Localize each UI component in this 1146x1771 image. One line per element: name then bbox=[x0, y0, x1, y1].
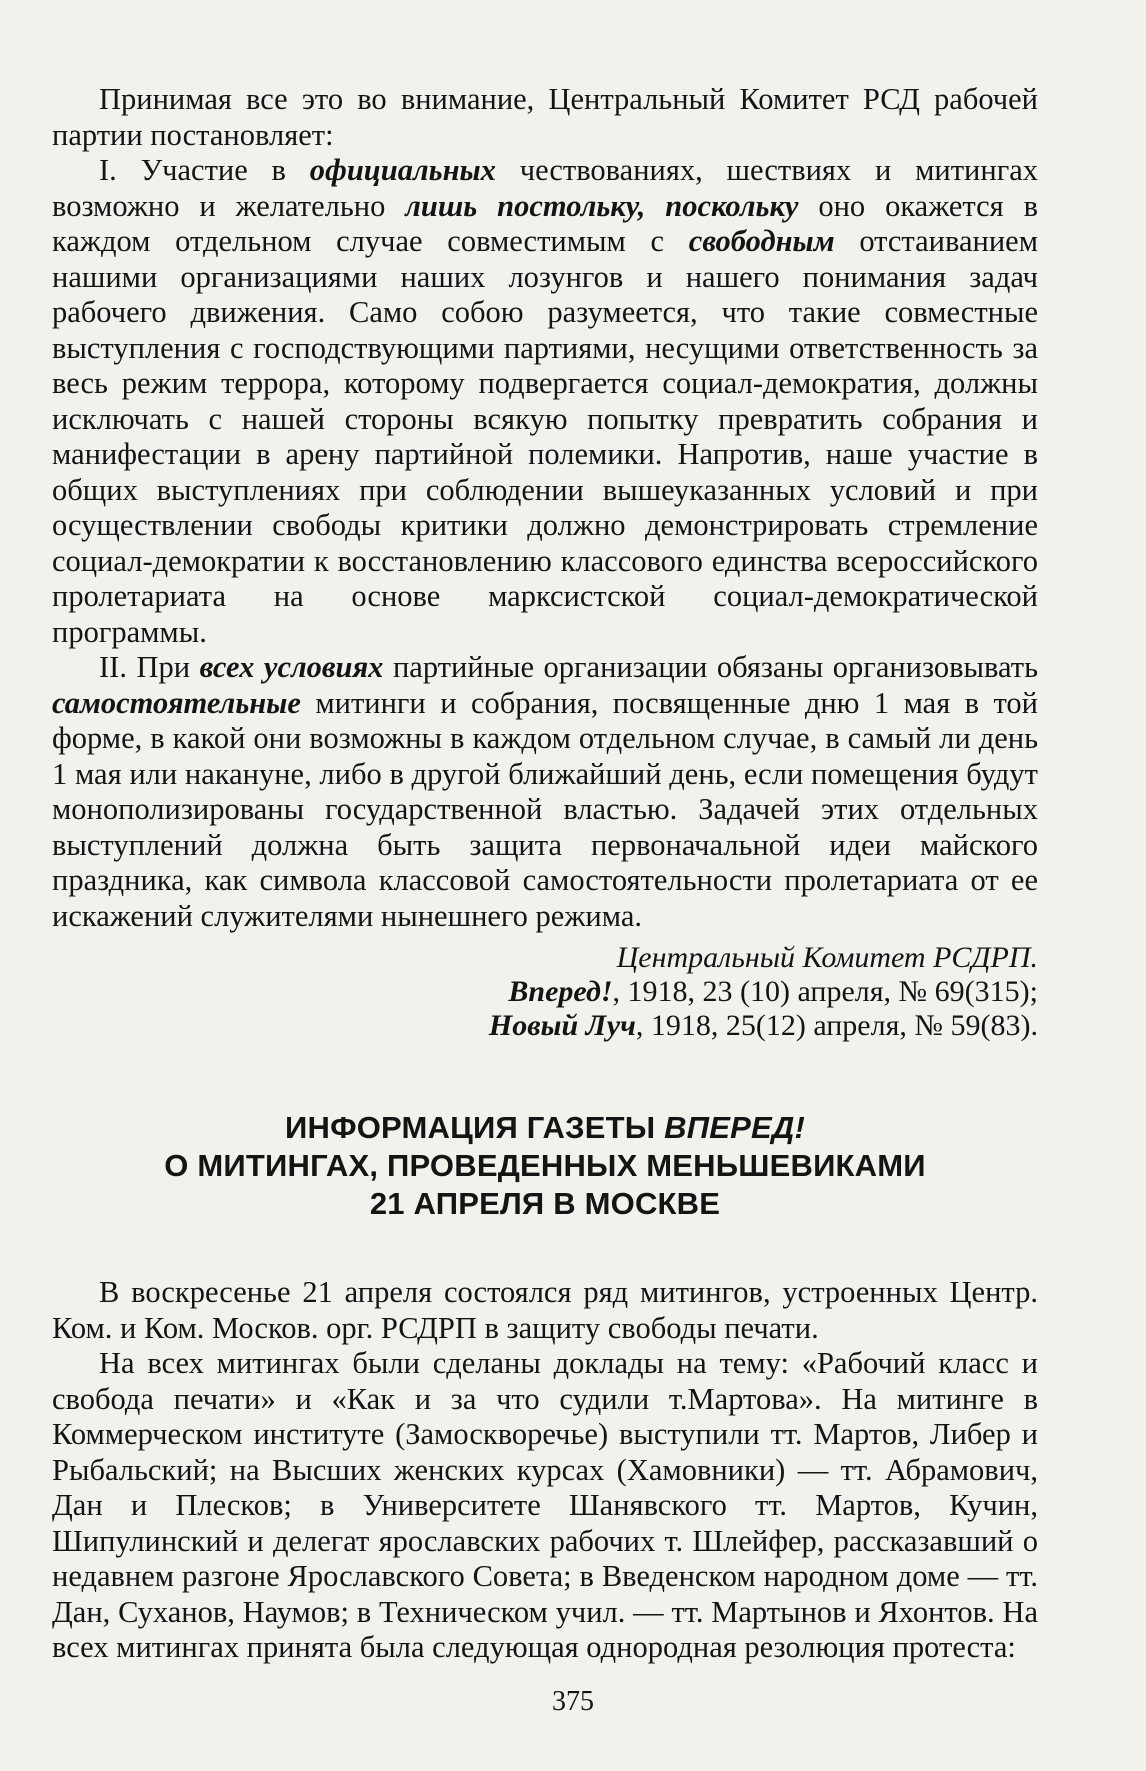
text-run: партийные организации обязаны организовывать bbox=[383, 650, 1038, 684]
text-run: оно окажется в каждом отдельном случае совместимым с bbox=[52, 188, 1038, 258]
paragraph-report-2 bbox=[52, 1346, 1038, 1666]
heading-newspaper-name: ВПЕРЕД! bbox=[664, 1110, 805, 1145]
text-run: Принимая все это во внимание, Центральный Комитет РСД рабочей партии постановляет: bbox=[52, 82, 1038, 152]
heading-line: 21 АПРЕЛЯ В МОСКВЕ bbox=[369, 1186, 721, 1221]
heading-line: О МИТИНГАХ, ПРОВЕДЕННЫХ МЕНЬШЕВИКАМИ bbox=[164, 1148, 926, 1183]
text-run: II. При bbox=[99, 650, 200, 684]
source-citations bbox=[52, 975, 1038, 1043]
emphasis-text: самостоятельные bbox=[52, 685, 301, 720]
newspaper-name: Вперед! bbox=[508, 975, 613, 1008]
citation-details: , 1918, 25(12) апреля, № 59(83). bbox=[635, 1009, 1038, 1042]
section-heading bbox=[52, 1109, 1038, 1223]
text-run: В воскресенье 21 апреля состоялся ряд митингов, устроенных Центр. Ком. и Ком. Москов. орг. РСДРП в защиту свободы печати. bbox=[52, 1275, 1038, 1345]
resolution-text bbox=[52, 82, 1038, 934]
source-citation bbox=[52, 975, 1038, 1009]
paragraph-report-1 bbox=[52, 1275, 1038, 1346]
text-run: митинги и собрания, посвященные дню 1 мая в той форме, в какой они возможны в каждом отдельном случае, в самый ли день 1 мая или накануне, либо в другой ближайший день, если помещения будут монополизированы государственной властью. Задачей этих отдельных выступлений должна быть защита первоначальной идеи майского праздника, как символа классовой самостоятельности пролетариата от ее искажений служителями нынешнего режима. bbox=[52, 685, 1038, 933]
text-run: На всех митингах были сделаны доклады на тему: «Рабочий класс и свобода печати» и «Как и за что судили т.Мартова». На митинге в Коммерческом институте (Замоскворечье) выступили тт. Мартов, Либер и Рыбальский; на Высших женских курсах (Хамовники) — тт. Абрамович, Дан и Плесков; в Университете Шанявского тт. Мартов, Кучин, Шипулинский и делегат ярославских рабочих т. Шлейфер, рассказавший о недавнем разгоне Ярославского Совета; в Введенском народном доме — тт. Дан, Суханов, Наумов; в Техническом учил. — тт. Мартынов и Яхонтов. На всех митингах принята была следующая однородная резолюция протеста: bbox=[52, 1346, 1038, 1664]
citation-details: , 1918, 23 (10) апреля, № 69(315); bbox=[612, 975, 1038, 1008]
signature: Центральный Комитет РСДРП. bbox=[616, 941, 1038, 974]
emphasis-text: лишь постольку, поскольку bbox=[405, 188, 799, 223]
page-number: 375 bbox=[552, 1686, 594, 1717]
emphasis-text: официальных bbox=[309, 153, 496, 187]
paragraph-intro bbox=[52, 82, 1038, 153]
paragraph-point-2 bbox=[52, 650, 1038, 934]
text-run: I. Участие в bbox=[99, 153, 310, 187]
text-run: чествованиях, шествиях и митингах возможно и желательно bbox=[52, 153, 1038, 223]
newspaper-name: Новый Луч bbox=[488, 1009, 636, 1042]
emphasis-text: всех условиях bbox=[199, 650, 384, 684]
heading-text: ИНФОРМАЦИЯ ГАЗЕТЫ bbox=[285, 1110, 665, 1145]
heading-line bbox=[52, 1109, 1038, 1147]
source-citation bbox=[52, 1009, 1038, 1043]
text-run: отстаиванием нашими организациями наших лозунгов и нашего понимания задач рабочего движения. Само собою разумеется, что такие совместные выступления с господствующими партиями, несущими ответственность за весь режим террора, которому подвергается социал-демократия, должны исключать с нашей стороны всякую попытку превратить собрания и манифестации в арену партийной полемики. Напротив, наше участие в общих выступлениях при соблюдении вышеуказанных условий и при осуществлении свободы критики должно демонстрировать стремление социал-демократии к восстановлению классового единства всероссийского пролетариата на основе марксистской социал-демократической программы. bbox=[52, 224, 1038, 649]
paragraph-point-1 bbox=[52, 153, 1038, 650]
emphasis-text: свободным bbox=[688, 224, 835, 258]
report-text bbox=[52, 1275, 1038, 1666]
